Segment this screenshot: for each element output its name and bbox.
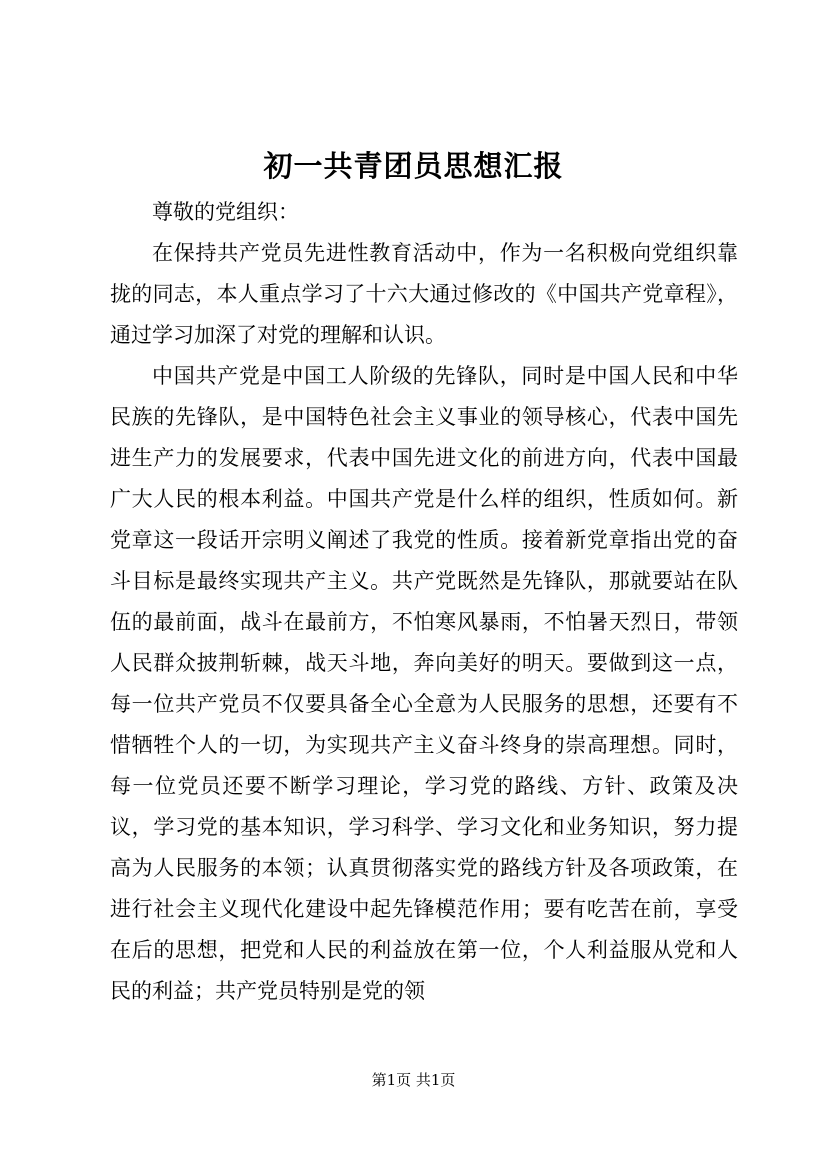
salutation: 尊敬的党组织： [152,200,299,224]
paragraph-2: 中国共产党是中国工人阶级的先锋队，同时是中国人民和中华民族的先锋队，是中国特色社会主义事业的领导核心，代表中国先进生产力的发展要求，代表中国先进文化的前进方向，代表中国最广大人民的根本利益。中国共产党是什么样的组织，性质如何。新党章这一段话开宗明义阐述了我党的性质。接着新党章指出党的奋斗目标是最终实现共产主义。共产党既然是先锋队，那就要站在队伍的最前面，战斗在最前方，不怕寒风暴雨，不怕暑天烈日，带领人民群众披荆斩棘，战天斗地，奔向美好的明天。要做到这一点，每一位共产党员不仅要具备全心全意为人民服务的思想，还要有不惜牺牲个人的一切，为实现共产主义奋斗终身的崇高理想。同时，每一位党员还要不断学习理论，学习党的路线、方针、政策及决议，学习党的基本知识，学习科学、学习文化和业务知识，努力提高为人民服务的本领；认真贯彻落实党的路线方针及各项政策，在进行社会主义现代化建设中起先锋模范作用；要有吃苦在前，享受在后的思想，把党和人民的利益放在第一位，个人利益服从党和人民的利益；共产党员特别是党的领 [110,364,738,1003]
document-title: 初一共青团员思想汇报 [263,149,564,183]
paragraph-1: 在保持共产党员先进性教育活动中，作为一名积极向党组织靠拢的同志，本人重点学习了十六大通过修改的《中国共产党章程》，通过学习加深了对党的理解和认识。 [110,241,738,347]
document-body [110,192,738,1012]
page-footer: 第1页 共1页 [371,1071,456,1089]
